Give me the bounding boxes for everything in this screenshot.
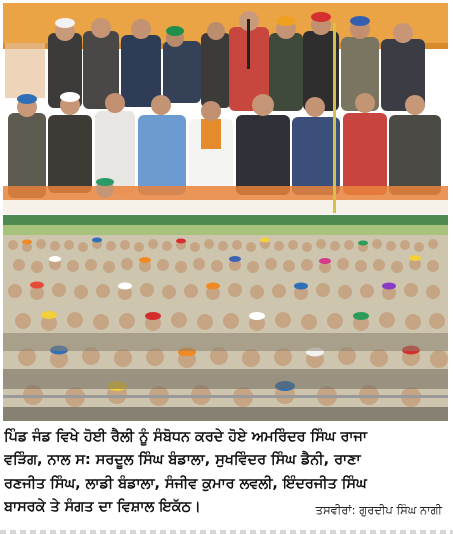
- flag-pole: [333, 23, 336, 213]
- stage-photo: [3, 3, 448, 214]
- stage-floor: [3, 200, 448, 214]
- next-article-bleed: [0, 530, 453, 534]
- photo-credit: ਤਸਵੀਰਾਂ: ਗੁਰਦੀਪ ਸਿੰਘ ਨਾਗੀ: [315, 503, 442, 517]
- crowd-photo: [3, 215, 448, 421]
- railing: [3, 395, 448, 398]
- photo-caption: [4, 426, 448, 526]
- microphone: [247, 19, 250, 69]
- tent-canopy: [3, 225, 448, 235]
- caption-line-3: ਰਣਜੀਤ ਸਿੰਘ, ਲਾਡੀ ਬੰਡਾਲਾ, ਸੰਜੀਵ ਕੁਮਾਰ ਲਵਲੀ, ਇੰਦਰਜੀਤ ਸਿੰਘ: [4, 475, 367, 492]
- caption-line-2: ਵੜਿੰਗ, ਨਾਲ ਸ: ਸਰਦੂਲ ਸਿੰਘ ਬੰਡਾਲਾ, ਸੁਖਵਿੰਦਰ ਸਿੰਘ ਡੈਨੀ, ਰਾਣਾ: [4, 452, 361, 469]
- banner-poster: [5, 43, 45, 98]
- crowd-photo-illustration: [3, 215, 448, 421]
- caption-line-1: ਪਿੰਡ ਜੰਡ ਵਿਖੇ ਹੋਈ ਰੈਲੀ ਨੂੰ ਸੰਬੋਧਨ ਕਰਦੇ ਹੋਏ ਅਮਰਿੰਦਰ ਸਿੰਘ ਰਾਜਾ: [4, 429, 368, 445]
- chairs: [3, 186, 448, 200]
- caption-line-4: ਬਾਸਰਕੇ ਤੇ ਸੰਗਤ ਦਾ ਵਿਸ਼ਾਲ ਇਕੱਠ।: [4, 499, 201, 516]
- stage-photo-illustration: [3, 3, 448, 214]
